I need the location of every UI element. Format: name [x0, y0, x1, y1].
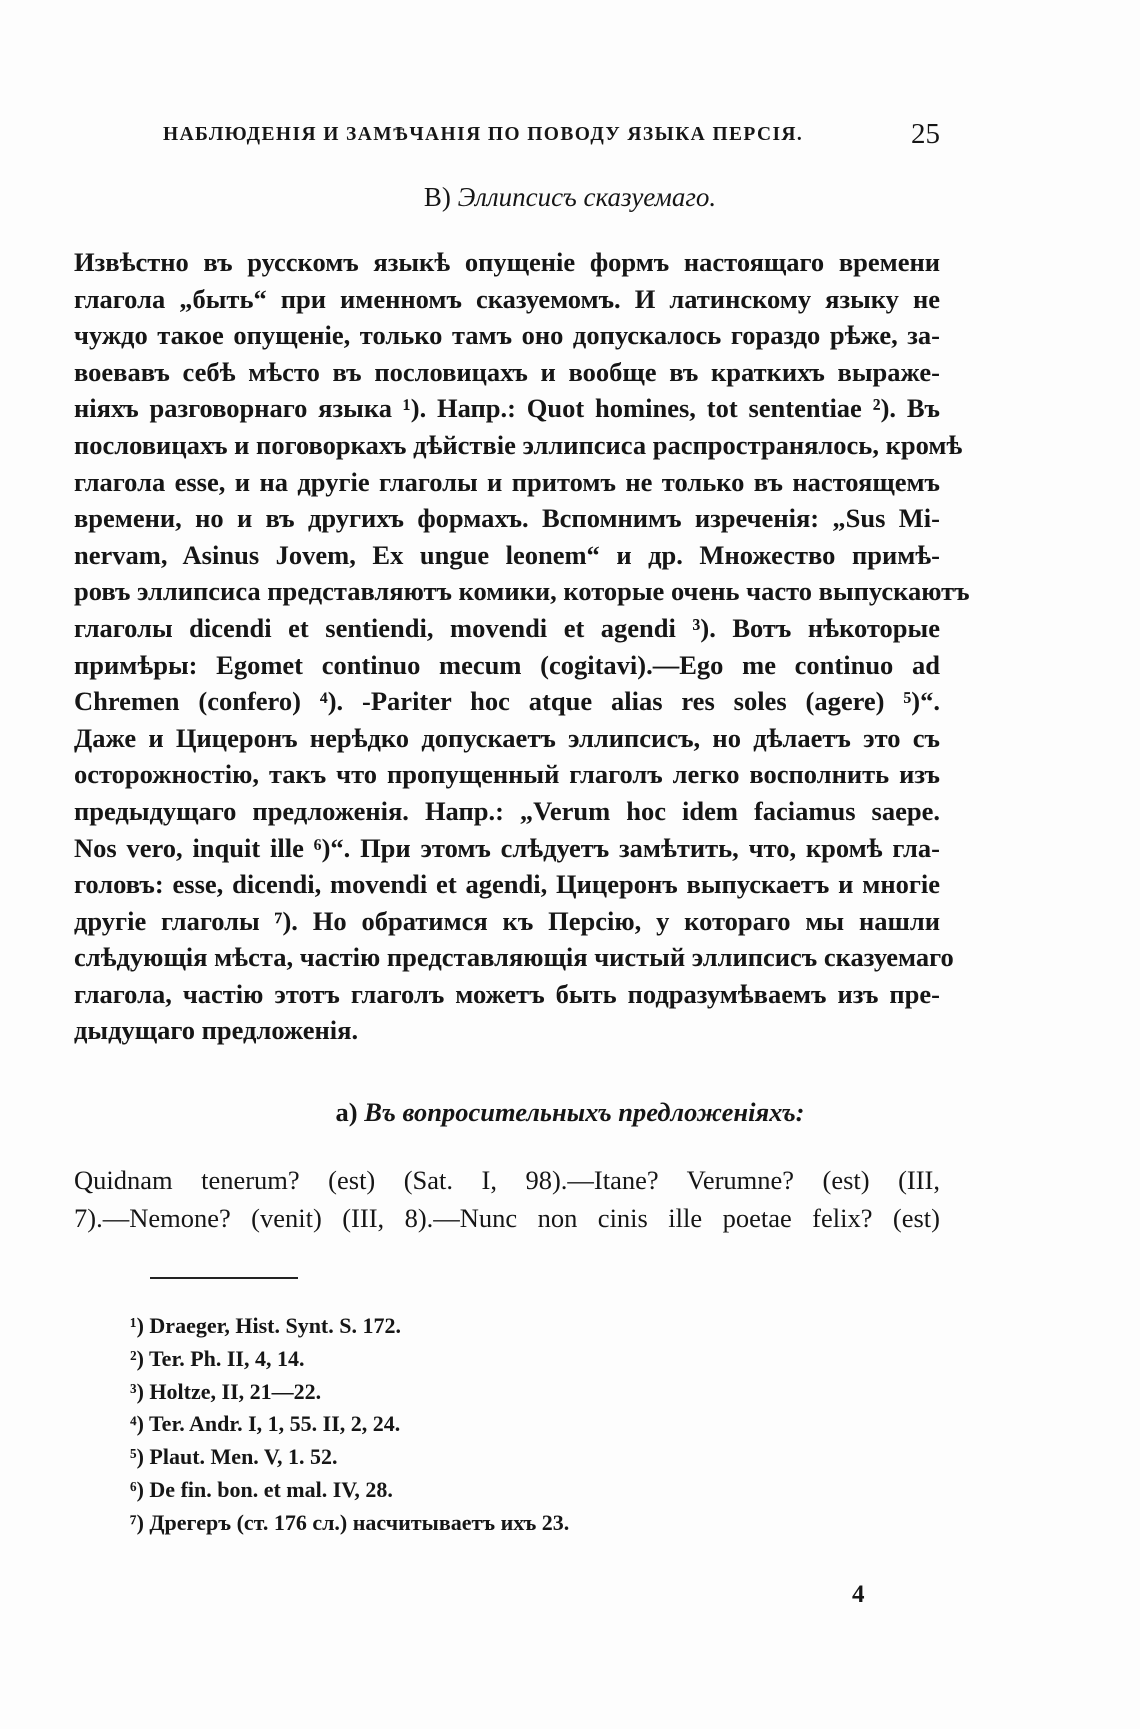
- subsection-heading: [0, 1097, 1140, 1128]
- body-paragraph: [74, 244, 970, 1049]
- example-line: Quidnam tenerum? (est) (Sat. I, 98).—Itane? Verumne? (est) (III,: [74, 1165, 940, 1195]
- footnote-text: Ter. Andr. I, 1, 55. II, 2, 24.: [149, 1411, 401, 1437]
- text-line: чуждо такое опущеніе, только тамъ оно допускалось гораздо рѣже, за-: [74, 320, 940, 351]
- text-line: головъ: esse, dicendi, movendi et agendi, Цицеронъ выпускаетъ и многіе: [74, 869, 940, 900]
- footnote-text: Draeger, Hist. Synt. S. 172.: [149, 1313, 401, 1338]
- text-line: Даже и Цицеронъ нерѣдко допускаетъ эллипсисъ, но дѣлаетъ это съ: [74, 722, 940, 753]
- running-head: [163, 120, 940, 154]
- footnote: [130, 1408, 830, 1441]
- footnote-text: Holtze, II, 21—22.: [149, 1378, 322, 1404]
- subsection-label: a): [335, 1097, 358, 1127]
- footnote-text: Дрегеръ (ст. 176 сл.) насчитываетъ ихъ 23.: [149, 1509, 570, 1535]
- text-line: слѣдующія мѣста, частію представляющія чистый эллипсисъ сказуемаго: [74, 942, 954, 973]
- text-line: nervam, Asinus Jovem, Ex ungue leonem“ и др. Множество примѣ-: [74, 539, 940, 570]
- footnote-mark: ⁷): [130, 1509, 144, 1535]
- footnote-text: De fin. bon. et mal. IV, 28.: [149, 1476, 393, 1502]
- text-line: Chremen (confero) ⁴). -Pariter hoc atque alias res soles (agere) ⁵)“.: [74, 686, 940, 717]
- footnote: [130, 1507, 830, 1540]
- section-title: Эллипсисъ сказуемаго.: [457, 182, 717, 212]
- text-line: дыдущаго предложенія.: [74, 1015, 359, 1046]
- text-line: ніяхъ разговорнаго языка ¹). Напр.: Quot homines, tot sententiae ²). Въ: [74, 393, 940, 424]
- footnotes: [130, 1310, 830, 1540]
- footnote-text: Plaut. Men. V, 1. 52.: [149, 1444, 338, 1470]
- footnote-mark: ⁴): [130, 1411, 144, 1437]
- signature-mark: 4: [852, 1581, 865, 1608]
- subsection-title: Въ вопросительныхъ предложеніяхъ:: [364, 1097, 805, 1127]
- text-line: Nos vero, inquit ille ⁶)“. При этомъ слѣдуетъ замѣтить, что, кромѣ гла-: [74, 832, 940, 863]
- footnote-text: Ter. Ph. II, 4, 14.: [149, 1345, 305, 1371]
- footnote: [130, 1310, 830, 1343]
- text-line: осторожностію, такъ что пропущенный глаголъ легко восполнить изъ: [74, 759, 940, 790]
- examples-paragraph: [74, 1162, 940, 1238]
- footnote-mark: ¹): [130, 1313, 144, 1338]
- text-line: глагола „быть“ при именномъ сказуемомъ. И латинскому языку не: [74, 283, 940, 314]
- text-line: воевавъ себѣ мѣсто въ пословицахъ и вообще въ краткихъ выраже-: [74, 356, 940, 387]
- footnote-mark: ³): [130, 1378, 144, 1404]
- footnote-rule: [150, 1277, 298, 1279]
- text-line: времени, но и въ другихъ формахъ. Вспомнимъ изреченія: „Sus Mi-: [74, 503, 940, 534]
- footnote-mark: ²): [130, 1345, 144, 1371]
- text-line: глагола esse, и на другіе глаголы и притомъ не только въ настоящемъ: [74, 466, 940, 497]
- text-line: предыдущаго предложенія. Напр.: „Verum hoc idem faciamus saepe.: [74, 795, 940, 826]
- footnote: [130, 1376, 830, 1409]
- footnote: [130, 1474, 830, 1507]
- running-title: НАБЛЮДЕНІЯ И ЗАМѢЧАНІЯ ПО ПОВОДУ ЯЗЫКА ПЕРСІЯ.: [163, 124, 804, 145]
- text-line: Извѣстно въ русскомъ языкѣ опущеніе формъ настоящаго времени: [74, 247, 940, 277]
- text-line: пословицахъ и поговоркахъ дѣйствіе эллипсиса распространялось, кромѣ: [74, 429, 963, 460]
- example-line: 7).—Nemone? (venit) (III, 8).—Nunc non cinis ille poetae felix? (est): [74, 1203, 940, 1233]
- footnote: [130, 1343, 830, 1376]
- text-line: другіе глаголы ⁷). Но обратимся къ Персію, у котораго мы нашли: [74, 905, 940, 936]
- text-line: глаголы dicendi et sentiendi, movendi et agendi ³). Вотъ нѣкоторые: [74, 612, 940, 643]
- text-line: ровъ эллипсиса представляютъ комики, которые очень часто выпускаютъ: [74, 576, 970, 607]
- footnote: [130, 1441, 830, 1474]
- text-line: примѣры: Egomet continuo mecum (cogitavi).—Ego me continuo ad: [74, 649, 940, 680]
- section-heading: [0, 182, 1140, 213]
- page-number: 25: [911, 118, 940, 150]
- section-label: В): [423, 182, 451, 212]
- footnote-mark: ⁶): [130, 1476, 144, 1502]
- text-line: глагола, частію этотъ глаголъ можетъ быть подразумѣваемъ изъ пре-: [74, 978, 940, 1009]
- footnote-mark: ⁵): [130, 1444, 144, 1470]
